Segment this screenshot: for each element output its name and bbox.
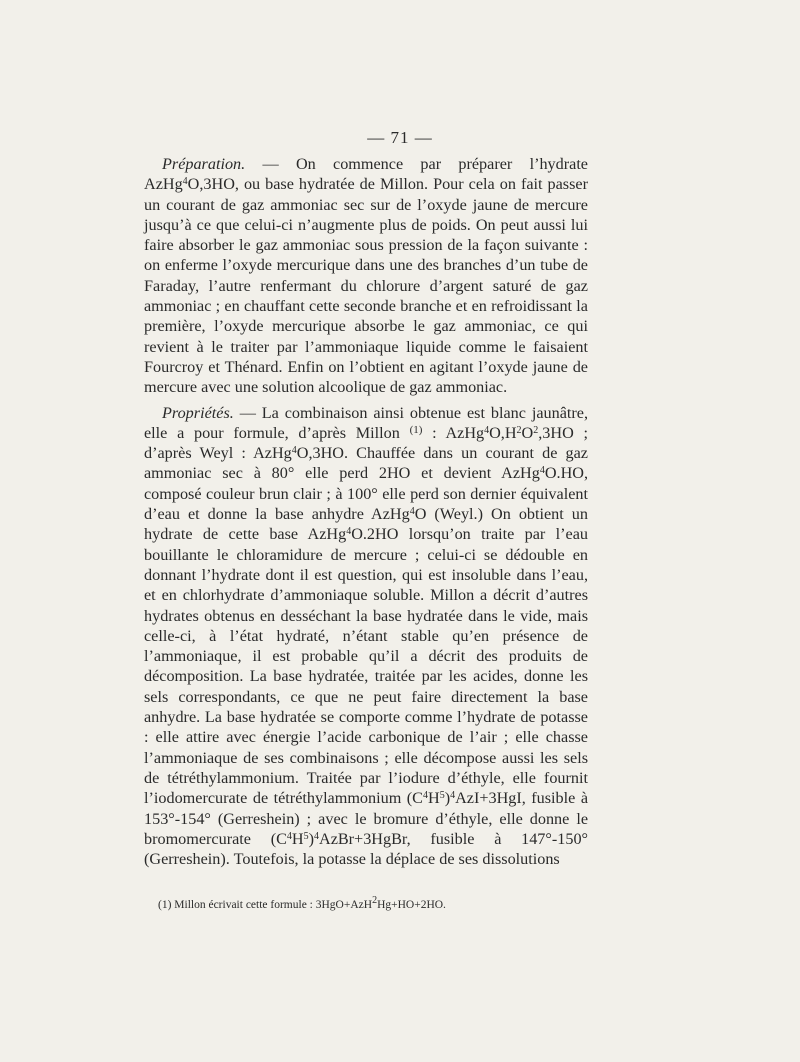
- footnote-reference: (1): [409, 423, 423, 436]
- subscript: 4: [422, 790, 428, 802]
- properties-text: O.2HO lorsqu’on traite par l’eau bouillante le chloramidure de mercure ; celui-ci se dédouble en donnant l’hydrate dont il est question, qui est insoluble dans l’eau, et en chlorhydrate d’ammoniaque soluble. Millon a décrit d’autres hydrates obtenus en desséchant la base hydratée dans le vide, mais celle-ci, à l’état hydraté, n’étant stable qu’en présence de l’ammoniaque, il est probable qu’il a décrit des produits de décomposition. La base hydratée, traitée par les acides, donne les sels correspondants, ce que ne peut faire directement la base anhydre. La base hydratée se comporte comme l’hydrate de potasse : elle attire avec énergie l’acide carbonique de l’air ; elle chasse l’ammoniaque de ses combinaisons ; elle décompose aussi les sels de tétréthylammonium. Traitée par l’iodure d’éthyle, elle fournit l’iodomercurate de tétréthylammonium (C: [144, 525, 588, 808]
- properties-text: : AzHg: [422, 423, 485, 442]
- preparation-heading: Préparation.: [162, 155, 246, 173]
- subscript: 5: [303, 830, 309, 842]
- subscript: 4: [182, 176, 188, 188]
- preparation-text: O,3HO, ou base hydratée de Millon. Pour cela on fait passer un courant de gaz ammoniac sec sur de l’oxyde jaune de mercure jusqu’à ce que celui-ci n’augmente plus de poids. On peut aussi lui faire absorber le gaz ammoniac sous pression de la façon suivante : on enferme l’oxyde mercurique dans une des branches d’un tube de Faraday, l’autre renfermant du chlorure d’argent saturé de gaz ammoniac ; en chauffant cette seconde branche et en refroidissant la première, l’oxyde mercurique absorbe le gaz ammoniac, ce qui revient à le traiter par l’ammoniaque liquide comme le faisaient Fourcroy et Thénard. Enfin on l’obtient en agitant l’oxyde jaune de mercure avec une solution alcoolique de gaz ammoniac.: [144, 175, 588, 397]
- subscript: 4: [539, 465, 545, 477]
- subscript: 2: [372, 895, 378, 906]
- subscript: 4: [291, 445, 297, 457]
- footnote-text: (1) Millon écrivait cette formule : 3HgO+AzH: [158, 899, 373, 911]
- page-number: — 71 —: [367, 128, 433, 147]
- body-text: [144, 154, 588, 869]
- subscript: 4: [409, 506, 415, 518]
- subscript: 2: [533, 424, 539, 436]
- properties-text: ): [444, 789, 451, 808]
- subscript: 4: [450, 790, 456, 802]
- properties-heading: Propriétés.: [162, 403, 234, 422]
- properties-text: AzBr+3HgBr, fusible à 147°-150° (Gerreshein). Toutefois, la potasse la déplace de ses dissolutions: [144, 829, 589, 869]
- footnote-text: Hg+HO+2HO.: [377, 899, 446, 911]
- properties-text: AzI+3HgI, fusible à 153°-154° (Gerreshein) ; avec le bromure d’éthyle, elle donne le bromomercurate (C: [144, 789, 589, 848]
- properties-text: O,H: [489, 423, 517, 442]
- properties-text: O (Weyl.) On obtient un hydrate de cette base AzHg: [144, 505, 588, 544]
- properties-text: — La combinaison ainsi obtenue est blanc jaunâtre, elle a pour formule, d’après Millon: [144, 403, 588, 442]
- subscript: 5: [439, 790, 445, 802]
- properties-text: H: [427, 789, 440, 808]
- properties-text: ,3HO ; d’après Weyl : AzHg: [144, 423, 588, 463]
- properties-text: O,3HO. Chauffée dans un courant de gaz ammoniac sec à 80° elle perd 2HO et devient AzHg: [144, 444, 588, 483]
- subscript: 4: [286, 830, 292, 842]
- properties-text: H: [291, 829, 304, 848]
- footnote: [144, 895, 588, 913]
- properties-text: O: [521, 423, 534, 442]
- properties-text: O.HO, composé couleur brun clair ; à 100° elle perd son dernier équivalent d’eau et donne la base anhydre AzHg: [144, 464, 588, 524]
- subscript: 2: [516, 424, 522, 436]
- paragraph-preparation: [144, 154, 588, 398]
- properties-text: ): [308, 829, 314, 848]
- subscript: 4: [484, 424, 490, 436]
- preparation-text: — On commence par préparer l’hydrate AzHg: [144, 155, 588, 194]
- subscript: 4: [314, 830, 319, 842]
- paragraph-properties: [144, 403, 588, 870]
- subscript: 4: [346, 526, 352, 538]
